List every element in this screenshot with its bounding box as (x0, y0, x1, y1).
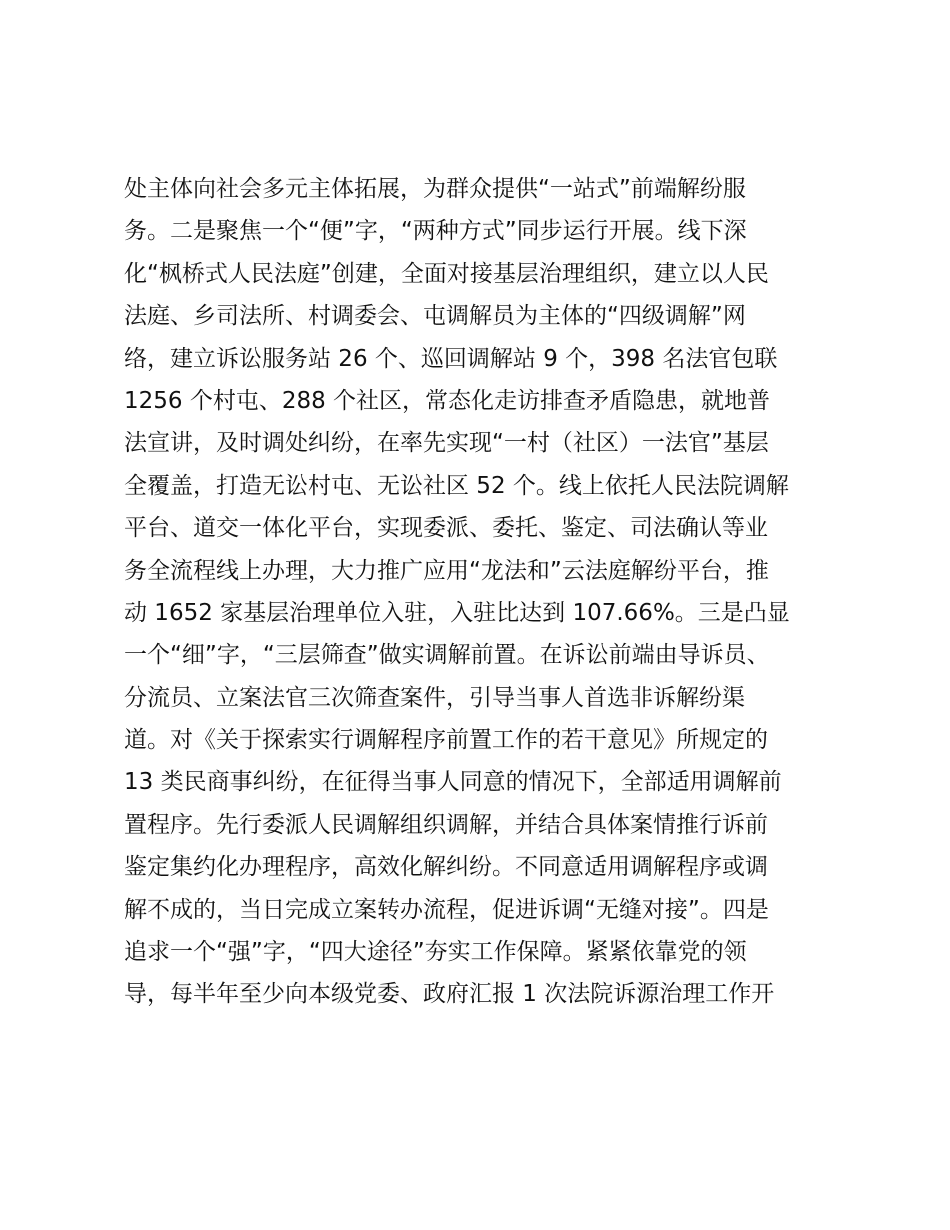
text-line-1: 处主体向社会多元主体拓展，为群众提供“一站式”前端解纷服 (124, 176, 746, 202)
text-line-20: 导，每半年至少向本级党委、政府汇报 1 次法院诉源治理工作开 (124, 981, 775, 1008)
text-line-7: 法宣讲，及时调处纠纷，在率先实现“一村（社区）一法官”基层 (124, 430, 769, 457)
text-line-6: 1256 个村屯、288 个社区，常态化走访排查矛盾隐患，就地普 (124, 387, 771, 414)
text-line-4: 法庭、乡司法所、村调委会、屯调解员为主体的“四级调解”网 (124, 303, 746, 330)
text-line-13: 分流员、立案法官三次筛查案件，引导当事人首选非诉解纷渠 (124, 684, 745, 711)
text-line-2: 务。二是聚焦一个“便”字，“两种方式”同步运行开展。线下深 (124, 218, 747, 245)
text-line-9: 平台、道交一体化平台，实现委派、委托、鉴定、司法确认等业 (124, 515, 768, 542)
text-line-11: 动 1652 家基层治理单位入驻，入驻比达到 107.66%。三是凸显 (124, 599, 790, 626)
text-line-18: 解不成的，当日完成立案转办流程，促进诉调“无缝对接”。四是 (124, 896, 769, 923)
body-paragraph (124, 168, 844, 1016)
text-line-3: 化“枫桥式人民法庭”创建，全面对接基层治理组织，建立以人民 (124, 260, 769, 287)
text-line-15: 13 类民商事纠纷，在征得当事人同意的情况下，全部适用调解前 (124, 769, 782, 796)
text-line-12: 一个“细”字，“三层筛查”做实调解前置。在诉讼前端由导诉员、 (124, 642, 770, 669)
text-line-5: 络，建立诉讼服务站 26 个、巡回调解站 9 个，398 名法官包联 (124, 345, 778, 372)
text-line-19: 追求一个“强”字，“四大途径”夯实工作保障。紧紧依靠党的领 (124, 939, 747, 966)
text-line-14: 道。对《关于探索实行调解程序前置工作的若干意见》所规定的 (124, 727, 768, 754)
text-line-8: 全覆盖，打造无讼村屯、无讼社区 52 个。线上依托人民法院调解 (124, 472, 789, 499)
text-line-10: 务全流程线上办理，大力推广应用“龙法和”云法庭解纷平台，推 (124, 557, 769, 584)
text-line-17: 鉴定集约化办理程序，高效化解纠纷。不同意适用调解程序或调 (124, 854, 768, 881)
text-line-16: 置程序。先行委派人民调解组织调解，并结合具体案情推行诉前 (124, 811, 768, 838)
